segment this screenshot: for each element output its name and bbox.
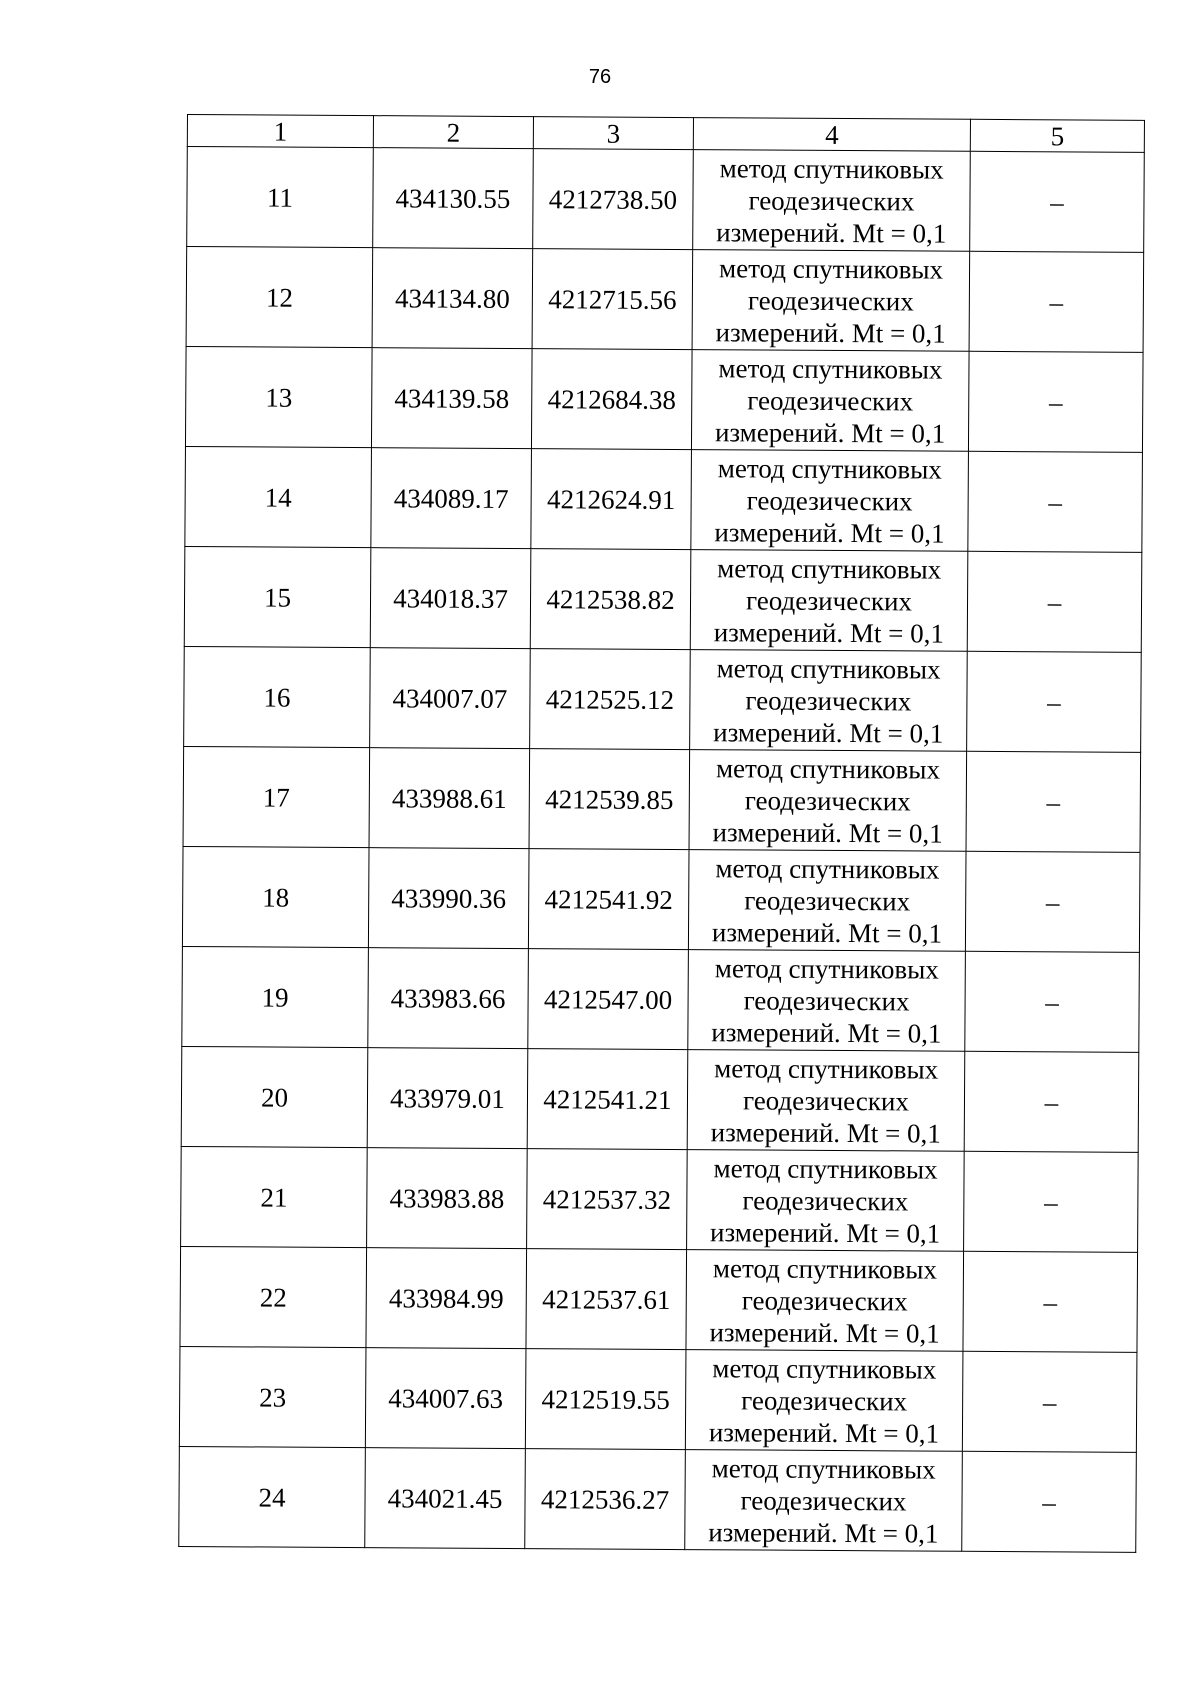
- point-number-cell: 24: [179, 1446, 366, 1547]
- point-number-cell: 20: [181, 1046, 368, 1147]
- method-line: геодезических: [745, 684, 912, 716]
- method-line: измерений. Mt = 0,1: [711, 1016, 942, 1049]
- method-cell: [691, 450, 969, 552]
- method-line: геодезических: [743, 984, 910, 1016]
- x-coordinate-cell: 434130.55: [373, 148, 534, 249]
- note-cell: –: [962, 1351, 1137, 1452]
- x-coordinate-cell: 433983.66: [368, 948, 529, 1049]
- method-cell: [690, 550, 968, 652]
- method-line: геодезических: [748, 184, 915, 216]
- method-cell: [688, 950, 966, 1052]
- method-line: геодезических: [740, 1484, 907, 1516]
- table-row: [187, 147, 1145, 253]
- method-line: измерений. Mt = 0,1: [713, 616, 944, 649]
- note-cell: –: [965, 951, 1140, 1052]
- x-coordinate-cell: 434089.17: [371, 448, 532, 549]
- method-line: измерений. Mt = 0,1: [710, 1116, 941, 1149]
- table-row: [179, 1446, 1137, 1552]
- point-number-cell: 13: [185, 346, 372, 447]
- point-number-cell: 23: [179, 1346, 366, 1447]
- method-line: метод спутниковых: [716, 652, 941, 685]
- point-number-cell: 19: [182, 946, 369, 1047]
- method-line: метод спутниковых: [717, 552, 942, 585]
- method-line: измерений. Mt = 0,1: [708, 1516, 939, 1549]
- y-coordinate-cell: 4212539.85: [529, 749, 690, 850]
- x-coordinate-cell: 434007.63: [365, 1348, 526, 1449]
- note-cell: –: [962, 1451, 1137, 1552]
- column-header-4: 4: [693, 118, 970, 152]
- method-line: геодезических: [744, 784, 911, 816]
- coordinates-table: [178, 114, 1145, 1553]
- method-cell: [685, 1350, 963, 1452]
- y-coordinate-cell: 4212536.27: [525, 1449, 686, 1550]
- method-line: метод спутниковых: [712, 1352, 937, 1385]
- method-line: геодезических: [741, 1284, 908, 1316]
- method-cell: [690, 650, 968, 752]
- x-coordinate-cell: 433988.61: [369, 748, 530, 849]
- column-header-5: 5: [970, 119, 1144, 152]
- table-row: [182, 846, 1140, 952]
- point-number-cell: 15: [184, 546, 371, 647]
- note-cell: –: [968, 351, 1143, 452]
- note-cell: –: [966, 751, 1141, 852]
- y-coordinate-cell: 4212684.38: [531, 349, 692, 450]
- method-line: измерений. Mt = 0,1: [710, 1216, 941, 1249]
- point-number-cell: 17: [183, 746, 370, 847]
- method-cell: [686, 1250, 964, 1352]
- column-header-3: 3: [533, 117, 693, 150]
- note-cell: –: [967, 551, 1142, 652]
- table-row: [183, 746, 1141, 852]
- method-line: метод спутниковых: [718, 352, 943, 385]
- table-row: [184, 646, 1142, 752]
- table-row: [181, 1146, 1139, 1252]
- method-cell: [688, 850, 966, 952]
- table-row: [185, 346, 1143, 452]
- x-coordinate-cell: 434018.37: [370, 548, 531, 649]
- point-number-cell: 12: [186, 247, 373, 348]
- method-line: метод спутниковых: [718, 252, 944, 285]
- method-line: геодезических: [745, 584, 913, 616]
- method-line: геодезических: [742, 1084, 910, 1116]
- note-cell: –: [963, 1251, 1138, 1352]
- point-number-cell: 16: [184, 646, 371, 747]
- method-line: геодезических: [747, 384, 914, 416]
- y-coordinate-cell: 4212537.61: [526, 1249, 687, 1350]
- y-coordinate-cell: 4212541.21: [527, 1049, 688, 1150]
- method-line: геодезических: [744, 884, 911, 916]
- method-cell: [691, 350, 969, 452]
- x-coordinate-cell: 433979.01: [367, 1048, 528, 1149]
- x-coordinate-cell: 434134.80: [372, 248, 533, 349]
- note-cell: –: [968, 451, 1143, 552]
- method-line: измерений. Mt = 0,1: [713, 716, 944, 749]
- method-line: метод спутниковых: [711, 1452, 936, 1485]
- table-row: [185, 446, 1143, 552]
- method-cell: [692, 250, 970, 352]
- y-coordinate-cell: 4212547.00: [528, 949, 689, 1050]
- method-line: метод спутниковых: [719, 152, 944, 185]
- x-coordinate-cell: 434007.07: [370, 648, 531, 749]
- method-line: измерений. Mt = 0,1: [716, 216, 947, 249]
- method-line: метод спутниковых: [714, 952, 939, 985]
- point-number-cell: 22: [180, 1246, 367, 1347]
- method-cell: [689, 750, 967, 852]
- x-coordinate-cell: 434021.45: [365, 1448, 526, 1549]
- x-coordinate-cell: 434139.58: [371, 348, 532, 449]
- method-line: измерений. Mt = 0,1: [711, 916, 943, 949]
- method-line: геодезических: [747, 284, 914, 316]
- note-cell: –: [969, 251, 1144, 352]
- method-line: геодезических: [741, 1384, 908, 1416]
- note-cell: –: [964, 1051, 1139, 1152]
- method-line: измерений. Mt = 0,1: [709, 1316, 940, 1349]
- method-cell: [687, 1050, 965, 1152]
- method-line: метод спутниковых: [715, 852, 940, 885]
- method-line: метод спутниковых: [712, 1252, 938, 1285]
- point-number-cell: 14: [185, 446, 372, 547]
- x-coordinate-cell: 433990.36: [368, 848, 529, 949]
- table-row: [186, 247, 1144, 353]
- method-line: измерений. Mt = 0,1: [714, 416, 946, 449]
- method-line: измерений. Mt = 0,1: [714, 516, 945, 549]
- column-header-1: 1: [187, 115, 373, 148]
- method-line: измерений. Mt = 0,1: [715, 316, 946, 349]
- method-cell: [693, 150, 971, 252]
- y-coordinate-cell: 4212538.82: [530, 549, 691, 650]
- method-line: измерений. Mt = 0,1: [708, 1416, 940, 1449]
- method-cell: [685, 1450, 963, 1552]
- point-number-cell: 21: [181, 1146, 368, 1247]
- point-number-cell: 18: [182, 846, 369, 947]
- y-coordinate-cell: 4212519.55: [525, 1349, 686, 1450]
- point-number-cell: 11: [187, 147, 374, 248]
- note-cell: –: [964, 1151, 1139, 1252]
- x-coordinate-cell: 433984.99: [366, 1248, 527, 1349]
- column-header-2: 2: [373, 116, 533, 149]
- method-line: измерений. Mt = 0,1: [712, 816, 943, 849]
- note-cell: –: [967, 651, 1142, 752]
- y-coordinate-cell: 4212525.12: [530, 649, 691, 750]
- method-line: метод спутниковых: [713, 1152, 938, 1185]
- x-coordinate-cell: 433983.88: [367, 1148, 528, 1249]
- method-cell: [687, 1150, 965, 1252]
- y-coordinate-cell: 4212541.92: [528, 849, 689, 950]
- table-body: [179, 115, 1145, 1553]
- y-coordinate-cell: 4212738.50: [533, 149, 694, 250]
- note-cell: –: [965, 851, 1140, 952]
- table-row: [179, 1346, 1137, 1452]
- y-coordinate-cell: 4212624.91: [531, 449, 692, 550]
- note-cell: –: [970, 151, 1145, 252]
- table-row: [180, 1246, 1138, 1352]
- method-line: метод спутниковых: [715, 752, 941, 785]
- table-row: [182, 946, 1140, 1052]
- method-line: геодезических: [742, 1184, 909, 1216]
- page-number: 76: [588, 66, 612, 88]
- table-row: [184, 546, 1142, 652]
- method-line: метод спутниковых: [717, 452, 942, 485]
- y-coordinate-cell: 4212537.32: [527, 1149, 688, 1250]
- method-line: метод спутниковых: [714, 1052, 939, 1085]
- table-row: [181, 1046, 1139, 1152]
- y-coordinate-cell: 4212715.56: [532, 249, 693, 350]
- method-line: геодезических: [746, 484, 913, 516]
